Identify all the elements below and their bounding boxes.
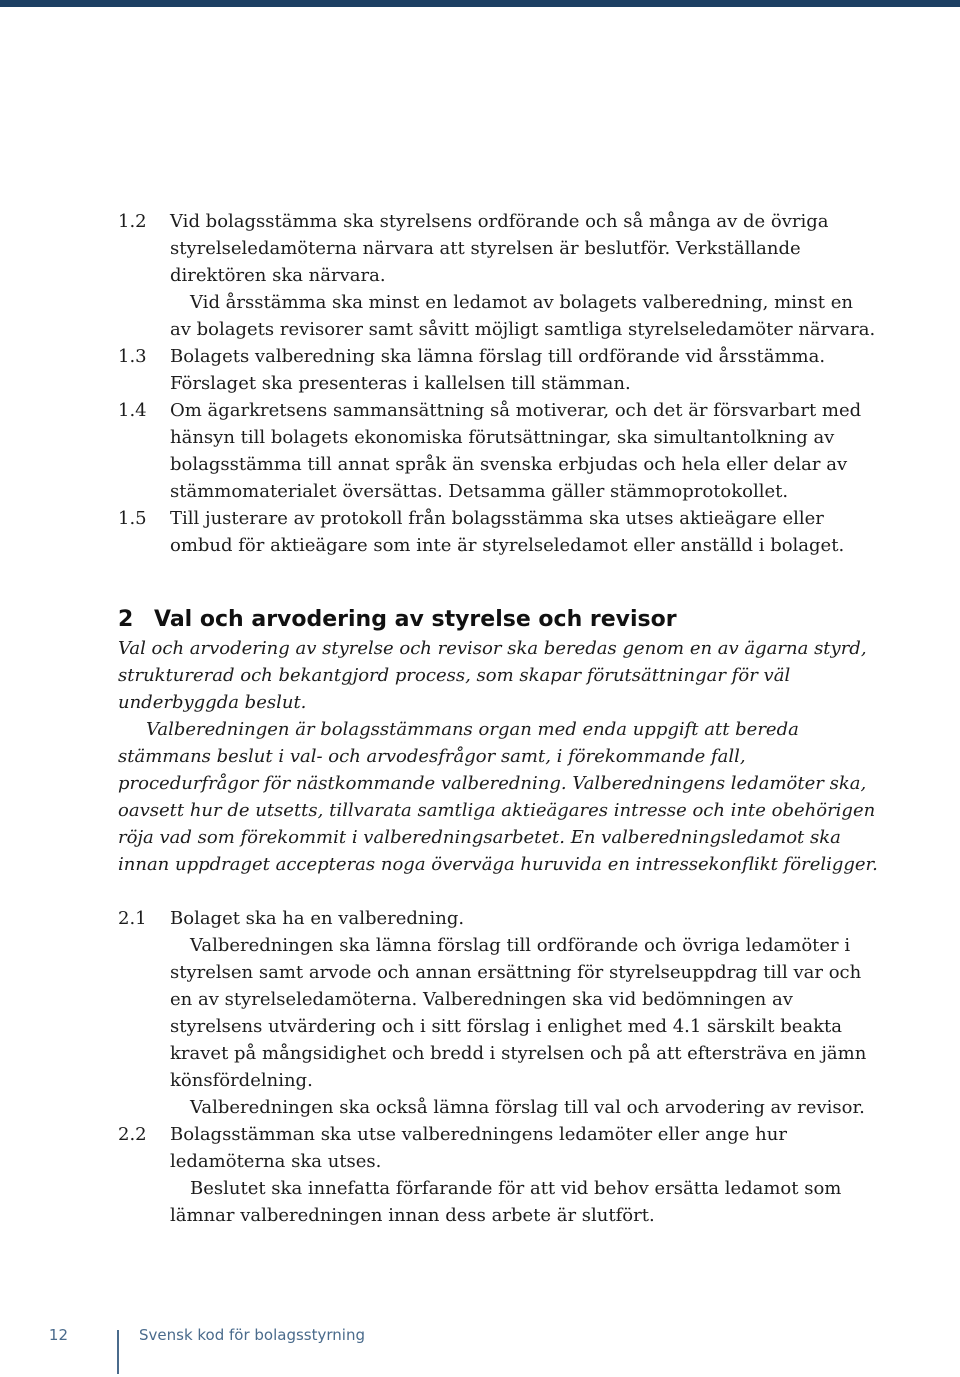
item-number: 2.1 xyxy=(118,908,147,929)
item-paragraph: Beslutet ska innefatta förfarande för att vid behov ersätta ledamot som lämnar valberedningen innan dess arbete är slutfört. xyxy=(170,1178,842,1226)
list-item-1-4 xyxy=(118,397,878,505)
intro-paragraph: Valberedningen är bolagsstämmans organ med enda uppgift att bereda stämmans beslut i val- och arvodesfrågor samt, i förekommande fall, procedurfrågor för nästkommande valberedning. Valberedningens ledamöter ska, oavsett hur de utsetts, tillvarata samtliga aktieägares intresse och inte obehörigen röja vad som förekommit i valberedningsarbetet. En valberedningsledamot ska innan uppdraget accepteras noga överväga huruvida en intressekonflikt föreligger. xyxy=(118,719,878,875)
list-item-1-2 xyxy=(118,208,878,343)
item-number: 1.4 xyxy=(118,400,147,421)
list-item-1-3 xyxy=(118,343,878,397)
item-paragraph: Om ägarkretsens sammansättning så motiverar, och det är försvarbart med hänsyn till bolagets ekonomiska förutsättningar, ska simultantolkning av bolagsstämma till annat språk än svenska erbjudas och hela eller delar av stämmomaterialet översättas. Detsamma gäller stämmoprotokollet. xyxy=(170,400,862,502)
item-number: 1.5 xyxy=(118,508,147,529)
item-paragraph: Valberedningen ska lämna förslag till ordförande och övriga ledamöter i styrelsen samt arvode och annan ersättning för styrelseuppdrag till var och en av styrelseledamöterna. Valberedningen ska vid bedömningen av styrelsens utvärdering och i sitt förslag i enlighet med 4.1 särskilt beakta kravet på mångsidighet och bredd i styrelsen och på att eftersträva en jämn könsfördelning. xyxy=(170,935,867,1091)
item-paragraph: Till justerare av protokoll från bolagsstämma ska utses aktieägare eller ombud för aktieägare som inte är styrelseledamot eller anställd i bolaget. xyxy=(170,508,845,556)
item-paragraph: Bolagets valberedning ska lämna förslag till ordförande vid årsstämma. Förslaget ska presenteras i kallelsen till stämman. xyxy=(170,346,826,394)
section-intro xyxy=(118,635,878,878)
page-number: 12 xyxy=(48,1326,68,1344)
list-item-2-1 xyxy=(118,905,878,1121)
spacer xyxy=(118,878,878,905)
section-number: 2 xyxy=(118,607,134,632)
footer-title: Svensk kod för bolagsstyrning xyxy=(139,1326,365,1344)
list-item-1-5 xyxy=(118,505,878,559)
top-accent-bar xyxy=(0,0,960,7)
item-paragraph: Vid årsstämma ska minst en ledamot av bolagets valberedning, minst en av bolagets revisorer samt såvitt möjligt samtliga styrelseledamöter närvara. xyxy=(170,292,876,340)
intro-paragraph: Val och arvodering av styrelse och revisor ska beredas genom en av ägarna styrd, strukturerad och bekantgjord process, som skapar förutsättningar för väl underbyggda beslut. xyxy=(118,638,867,713)
section-title: Val och arvodering av styrelse och revisor xyxy=(154,607,677,632)
item-number: 1.2 xyxy=(118,211,147,232)
list-item-2-2 xyxy=(118,1121,878,1229)
item-paragraph: Vid bolagsstämma ska styrelsens ordförande och så många av de övriga styrelseledamöterna närvara att styrelsen är beslutför. Verkställande direktören ska närvara. xyxy=(170,211,829,286)
footer-divider xyxy=(117,1330,119,1374)
section-heading xyxy=(118,605,878,635)
item-number: 2.2 xyxy=(118,1124,147,1145)
page-content xyxy=(118,208,878,1229)
item-paragraph: Bolaget ska ha en valberedning. xyxy=(170,908,465,929)
item-number: 1.3 xyxy=(118,346,147,367)
item-paragraph: Valberedningen ska också lämna förslag till val och arvodering av revisor. xyxy=(190,1097,865,1118)
item-paragraph: Bolagsstämman ska utse valberedningens ledamöter eller ange hur ledamöterna ska utses. xyxy=(170,1124,787,1172)
